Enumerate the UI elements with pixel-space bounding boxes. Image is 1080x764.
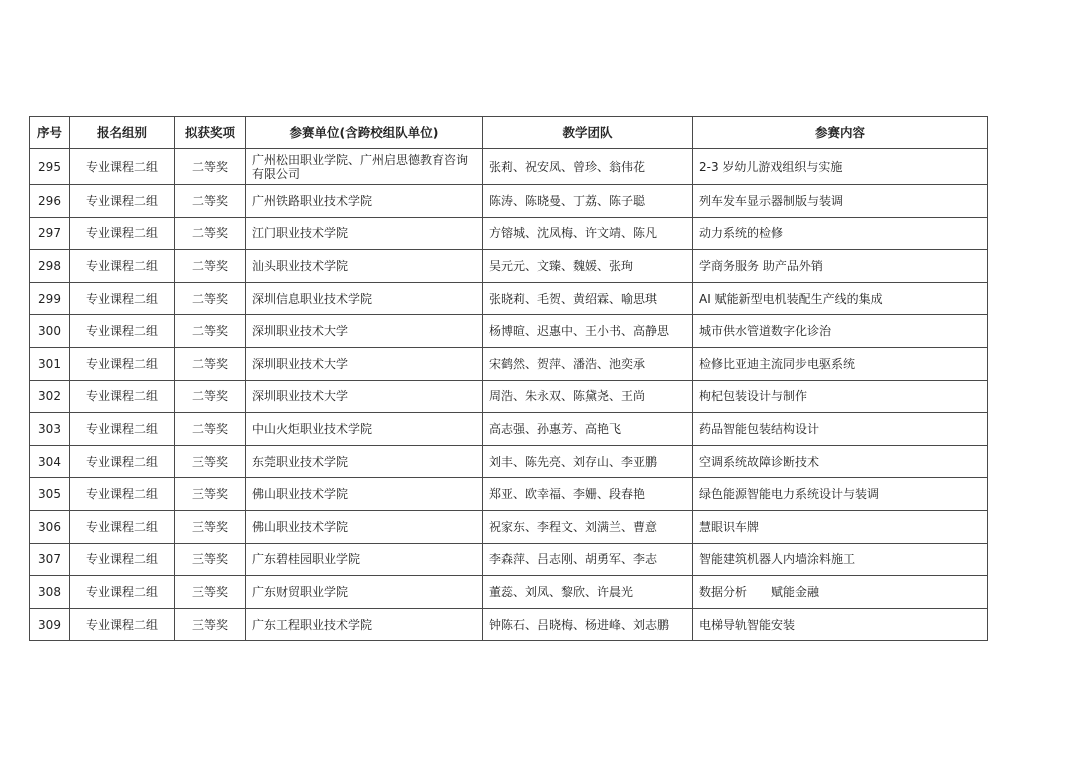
- cell-team: 董蕊、刘凤、黎欣、许晨光: [483, 576, 693, 609]
- cell-unit: 东莞职业技术学院: [246, 445, 483, 478]
- table-body: [30, 149, 988, 641]
- cell-group: 专业课程二组: [70, 149, 175, 185]
- cell-award: 二等奖: [175, 413, 246, 446]
- cell-seq: 308: [30, 576, 70, 609]
- cell-seq: 295: [30, 149, 70, 185]
- cell-team: 杨博暄、迟惠中、王小书、高静思: [483, 315, 693, 348]
- cell-award: 二等奖: [175, 149, 246, 185]
- cell-team: 宋鹤然、贺萍、潘浩、池奕承: [483, 347, 693, 380]
- cell-content: 学商务服务 助产品外销: [693, 250, 988, 283]
- cell-award: 三等奖: [175, 543, 246, 576]
- cell-award: 二等奖: [175, 380, 246, 413]
- cell-content: AI 赋能新型电机装配生产线的集成: [693, 282, 988, 315]
- cell-award: 二等奖: [175, 185, 246, 218]
- cell-unit: 中山火炬职业技术学院: [246, 413, 483, 446]
- cell-team: 祝家东、李程文、刘满兰、曹意: [483, 510, 693, 543]
- cell-unit: 广东财贸职业学院: [246, 576, 483, 609]
- cell-team: 张莉、祝安凤、曾珍、翁伟花: [483, 149, 693, 185]
- table-header-row: [30, 117, 988, 149]
- table-row: [30, 608, 988, 641]
- cell-group: 专业课程二组: [70, 413, 175, 446]
- cell-group: 专业课程二组: [70, 510, 175, 543]
- cell-group: 专业课程二组: [70, 315, 175, 348]
- header-seq: 序号: [30, 117, 70, 149]
- table-row: [30, 282, 988, 315]
- cell-content: 动力系统的检修: [693, 217, 988, 250]
- cell-seq: 302: [30, 380, 70, 413]
- cell-team: 郑亚、欧幸福、李姗、段春艳: [483, 478, 693, 511]
- header-content: 参赛内容: [693, 117, 988, 149]
- table-row: [30, 478, 988, 511]
- cell-seq: 309: [30, 608, 70, 641]
- cell-group: 专业课程二组: [70, 185, 175, 218]
- cell-content: 绿色能源智能电力系统设计与装调: [693, 478, 988, 511]
- awards-table: [29, 116, 988, 641]
- cell-content: 检修比亚迪主流同步电驱系统: [693, 347, 988, 380]
- cell-unit: 广东工程职业技术学院: [246, 608, 483, 641]
- cell-seq: 304: [30, 445, 70, 478]
- cell-team: 钟陈石、吕晓梅、杨进峰、刘志鹏: [483, 608, 693, 641]
- table-row: [30, 315, 988, 348]
- table-row: [30, 510, 988, 543]
- table-row: [30, 250, 988, 283]
- cell-group: 专业课程二组: [70, 282, 175, 315]
- cell-award: 三等奖: [175, 608, 246, 641]
- cell-team: 陈涛、陈晓曼、丁荔、陈子聪: [483, 185, 693, 218]
- cell-content: 2-3 岁幼儿游戏组织与实施: [693, 149, 988, 185]
- cell-seq: 305: [30, 478, 70, 511]
- cell-group: 专业课程二组: [70, 347, 175, 380]
- cell-award: 二等奖: [175, 217, 246, 250]
- header-group: 报名组别: [70, 117, 175, 149]
- cell-award: 三等奖: [175, 478, 246, 511]
- cell-team: 吴元元、文臻、魏媛、张珣: [483, 250, 693, 283]
- cell-unit: 深圳信息职业技术学院: [246, 282, 483, 315]
- header-unit: 参赛单位(含跨校组队单位): [246, 117, 483, 149]
- cell-award: 二等奖: [175, 315, 246, 348]
- cell-group: 专业课程二组: [70, 380, 175, 413]
- cell-content: 智能建筑机器人内墙涂料施工: [693, 543, 988, 576]
- cell-content: 电梯导轨智能安装: [693, 608, 988, 641]
- cell-award: 二等奖: [175, 347, 246, 380]
- cell-unit: 江门职业技术学院: [246, 217, 483, 250]
- cell-seq: 301: [30, 347, 70, 380]
- cell-team: 方镕城、沈凤梅、许文靖、陈凡: [483, 217, 693, 250]
- header-award: 拟获奖项: [175, 117, 246, 149]
- cell-content: 药品智能包装结构设计: [693, 413, 988, 446]
- table-row: [30, 380, 988, 413]
- table-row: [30, 576, 988, 609]
- cell-team: 高志强、孙惠芳、高艳飞: [483, 413, 693, 446]
- cell-content: 枸杞包装设计与制作: [693, 380, 988, 413]
- cell-award: 二等奖: [175, 250, 246, 283]
- cell-team: 张晓莉、毛贺、黄绍霖、喻思琪: [483, 282, 693, 315]
- table-row: [30, 347, 988, 380]
- cell-content: 列车发车显示器制版与装调: [693, 185, 988, 218]
- cell-group: 专业课程二组: [70, 576, 175, 609]
- cell-group: 专业课程二组: [70, 608, 175, 641]
- cell-seq: 298: [30, 250, 70, 283]
- cell-unit: 广东碧桂园职业学院: [246, 543, 483, 576]
- table-row: [30, 185, 988, 218]
- cell-seq: 300: [30, 315, 70, 348]
- cell-group: 专业课程二组: [70, 478, 175, 511]
- table-row: [30, 149, 988, 185]
- header-team: 教学团队: [483, 117, 693, 149]
- cell-team: 李森萍、吕志刚、胡勇军、李志: [483, 543, 693, 576]
- cell-unit: 佛山职业技术学院: [246, 478, 483, 511]
- cell-seq: 303: [30, 413, 70, 446]
- table-row: [30, 445, 988, 478]
- cell-content: 空调系统故障诊断技术: [693, 445, 988, 478]
- table-row: [30, 413, 988, 446]
- cell-award: 三等奖: [175, 576, 246, 609]
- cell-content: 慧眼识车牌: [693, 510, 988, 543]
- cell-content: 数据分析 赋能金融: [693, 576, 988, 609]
- cell-group: 专业课程二组: [70, 445, 175, 478]
- cell-unit: 深圳职业技术大学: [246, 347, 483, 380]
- cell-seq: 296: [30, 185, 70, 218]
- cell-seq: 299: [30, 282, 70, 315]
- cell-unit: 佛山职业技术学院: [246, 510, 483, 543]
- cell-unit: 汕头职业技术学院: [246, 250, 483, 283]
- cell-content: 城市供水管道数字化诊治: [693, 315, 988, 348]
- cell-unit: 深圳职业技术大学: [246, 315, 483, 348]
- cell-unit: 深圳职业技术大学: [246, 380, 483, 413]
- cell-team: 刘丰、陈先亮、刘存山、李亚鹏: [483, 445, 693, 478]
- cell-award: 三等奖: [175, 510, 246, 543]
- cell-unit: 广州铁路职业技术学院: [246, 185, 483, 218]
- cell-seq: 297: [30, 217, 70, 250]
- cell-award: 二等奖: [175, 282, 246, 315]
- cell-group: 专业课程二组: [70, 543, 175, 576]
- cell-team: 周浩、朱永双、陈黛尧、王尚: [483, 380, 693, 413]
- cell-group: 专业课程二组: [70, 217, 175, 250]
- cell-group: 专业课程二组: [70, 250, 175, 283]
- cell-award: 三等奖: [175, 445, 246, 478]
- cell-seq: 306: [30, 510, 70, 543]
- table-row: [30, 543, 988, 576]
- table-row: [30, 217, 988, 250]
- cell-seq: 307: [30, 543, 70, 576]
- cell-unit: 广州松田职业学院、广州启思德教育咨询有限公司: [246, 149, 483, 185]
